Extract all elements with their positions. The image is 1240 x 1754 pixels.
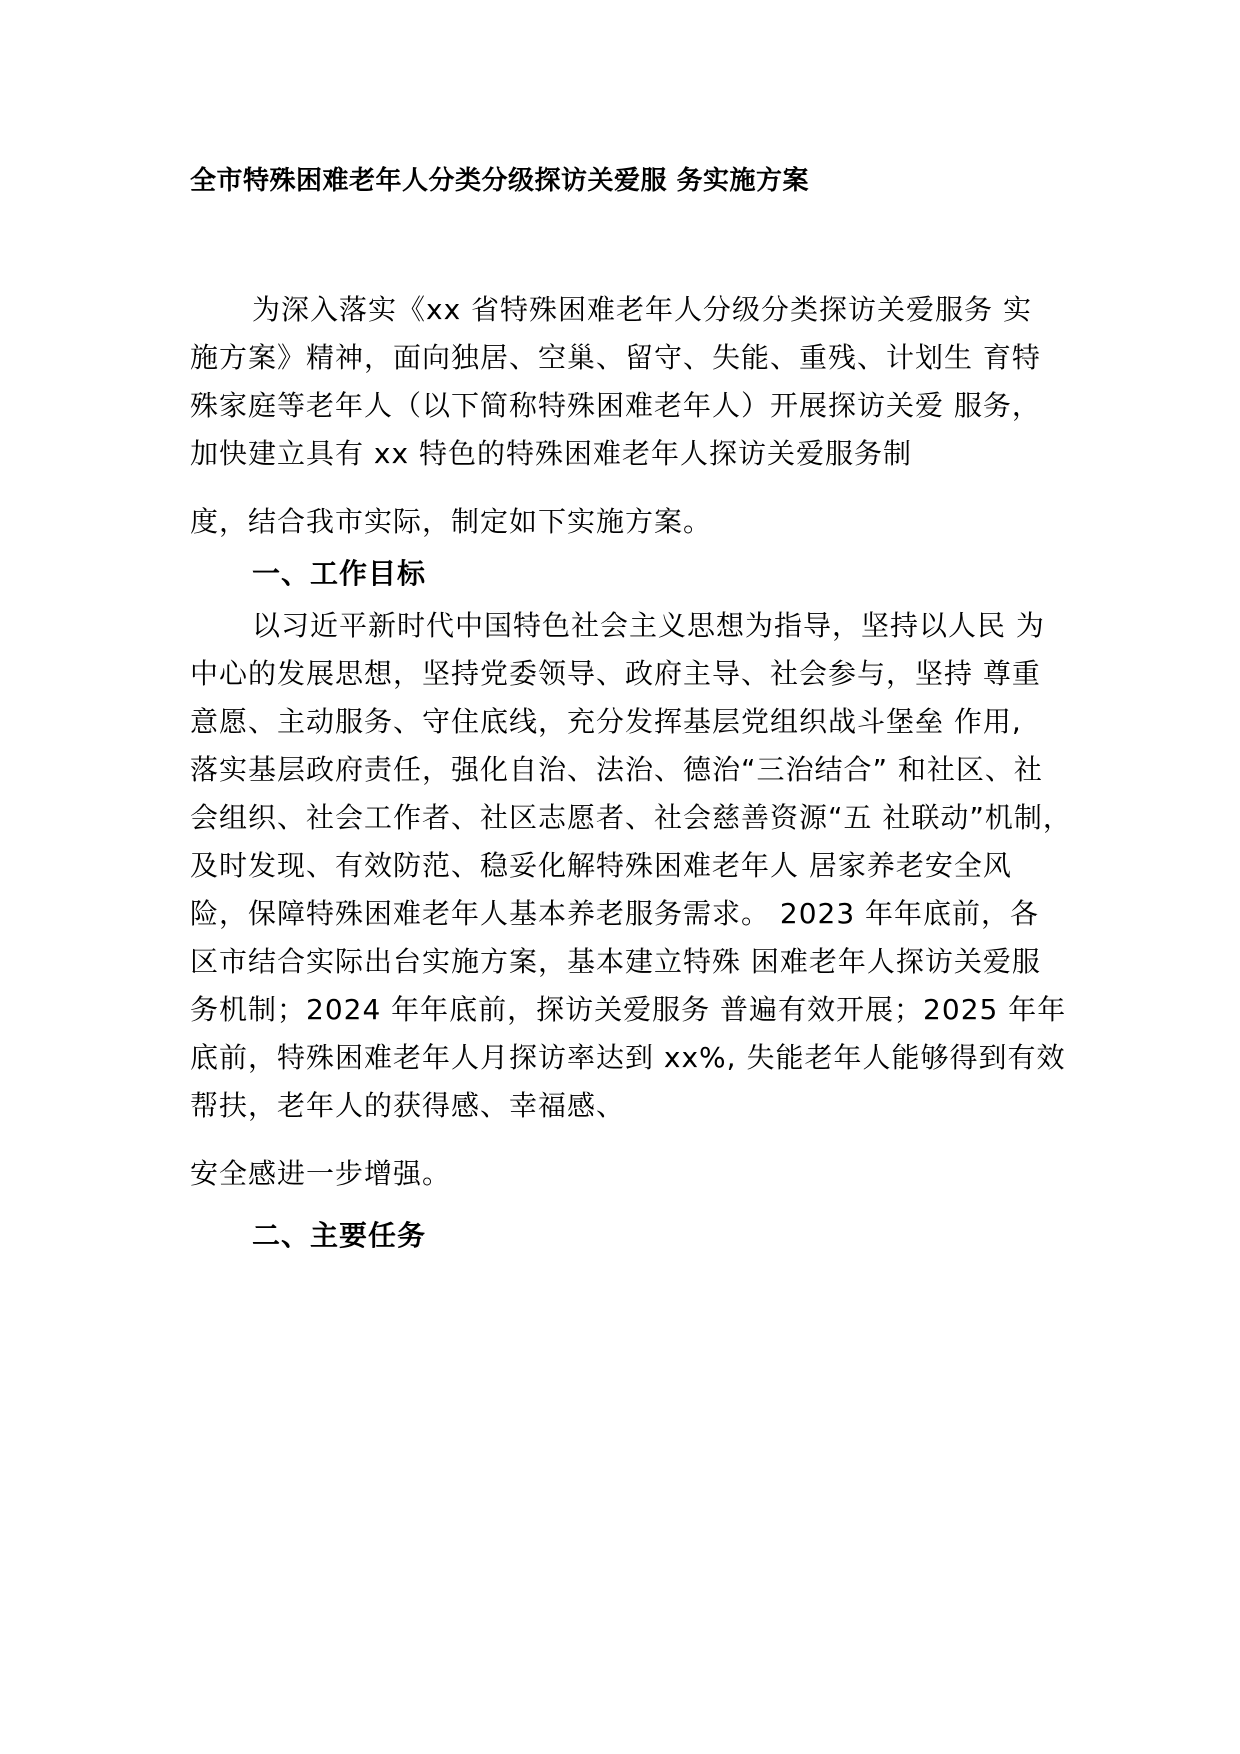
goals-line: 安全感进一步增强。: [190, 1157, 452, 1190]
intro-line: 施方案》精神，面向独居、空巢、留守、失能、重残、计划生 育特: [190, 341, 1041, 374]
goals-line: 中心的发展思想，坚持党委领导、政府主导、社会参与，坚持 尊重: [190, 657, 1041, 690]
intro-line: 度，结合我市实际，制定如下实施方案。: [190, 505, 713, 538]
goals-line: 务机制；2024 年年底前，探访关爱服务 普遍有效开展；2025 年年: [190, 993, 1067, 1026]
goals-line: 帮扶，老年人的获得感、幸福感、: [190, 1089, 626, 1122]
section-heading-tasks: 二、主要任务: [252, 1219, 427, 1252]
intro-line: 殊家庭等老年人（以下简称特殊困难老年人）开展探访关爱 服务，: [190, 389, 1041, 422]
intro-line: 加快建立具有 xx 特色的特殊困难老年人探访关爱服务制: [190, 437, 912, 470]
goals-line: 及时发现、有效防范、稳妥化解特殊困难老年人 居家养老安全风: [190, 849, 1012, 882]
goals-line: 以习近平新时代中国特色社会主义思想为指导，坚持以人民 为: [252, 609, 1045, 642]
intro-line: 为深入落实《xx 省特殊困难老年人分级分类探访关爱服务 实: [252, 293, 1032, 326]
document-title: 全市特殊困难老年人分类分级探访关爱服 务实施方案: [190, 166, 810, 196]
goals-line: 会组织、社会工作者、社区志愿者、社会慈善资源“五 社联动”机制，: [190, 801, 1072, 834]
goals-line: 落实基层政府责任，强化自治、法治、德治“三治结合” 和社区、社: [190, 753, 1043, 786]
section-heading-goals: 一、工作目标: [252, 557, 427, 590]
goals-line: 意愿、主动服务、守住底线，充分发挥基层党组织战斗堡垒 作用,: [190, 705, 1022, 738]
goals-line: 险，保障特殊困难老年人基本养老服务需求。 2023 年年底前，各: [190, 897, 1040, 930]
goals-line: 底前，特殊困难老年人月探访率达到 xx%, 失能老年人能够得到有效: [190, 1041, 1066, 1074]
goals-line: 区市结合实际出台实施方案，基本建立特殊 困难老年人探访关爱服: [190, 945, 1041, 978]
